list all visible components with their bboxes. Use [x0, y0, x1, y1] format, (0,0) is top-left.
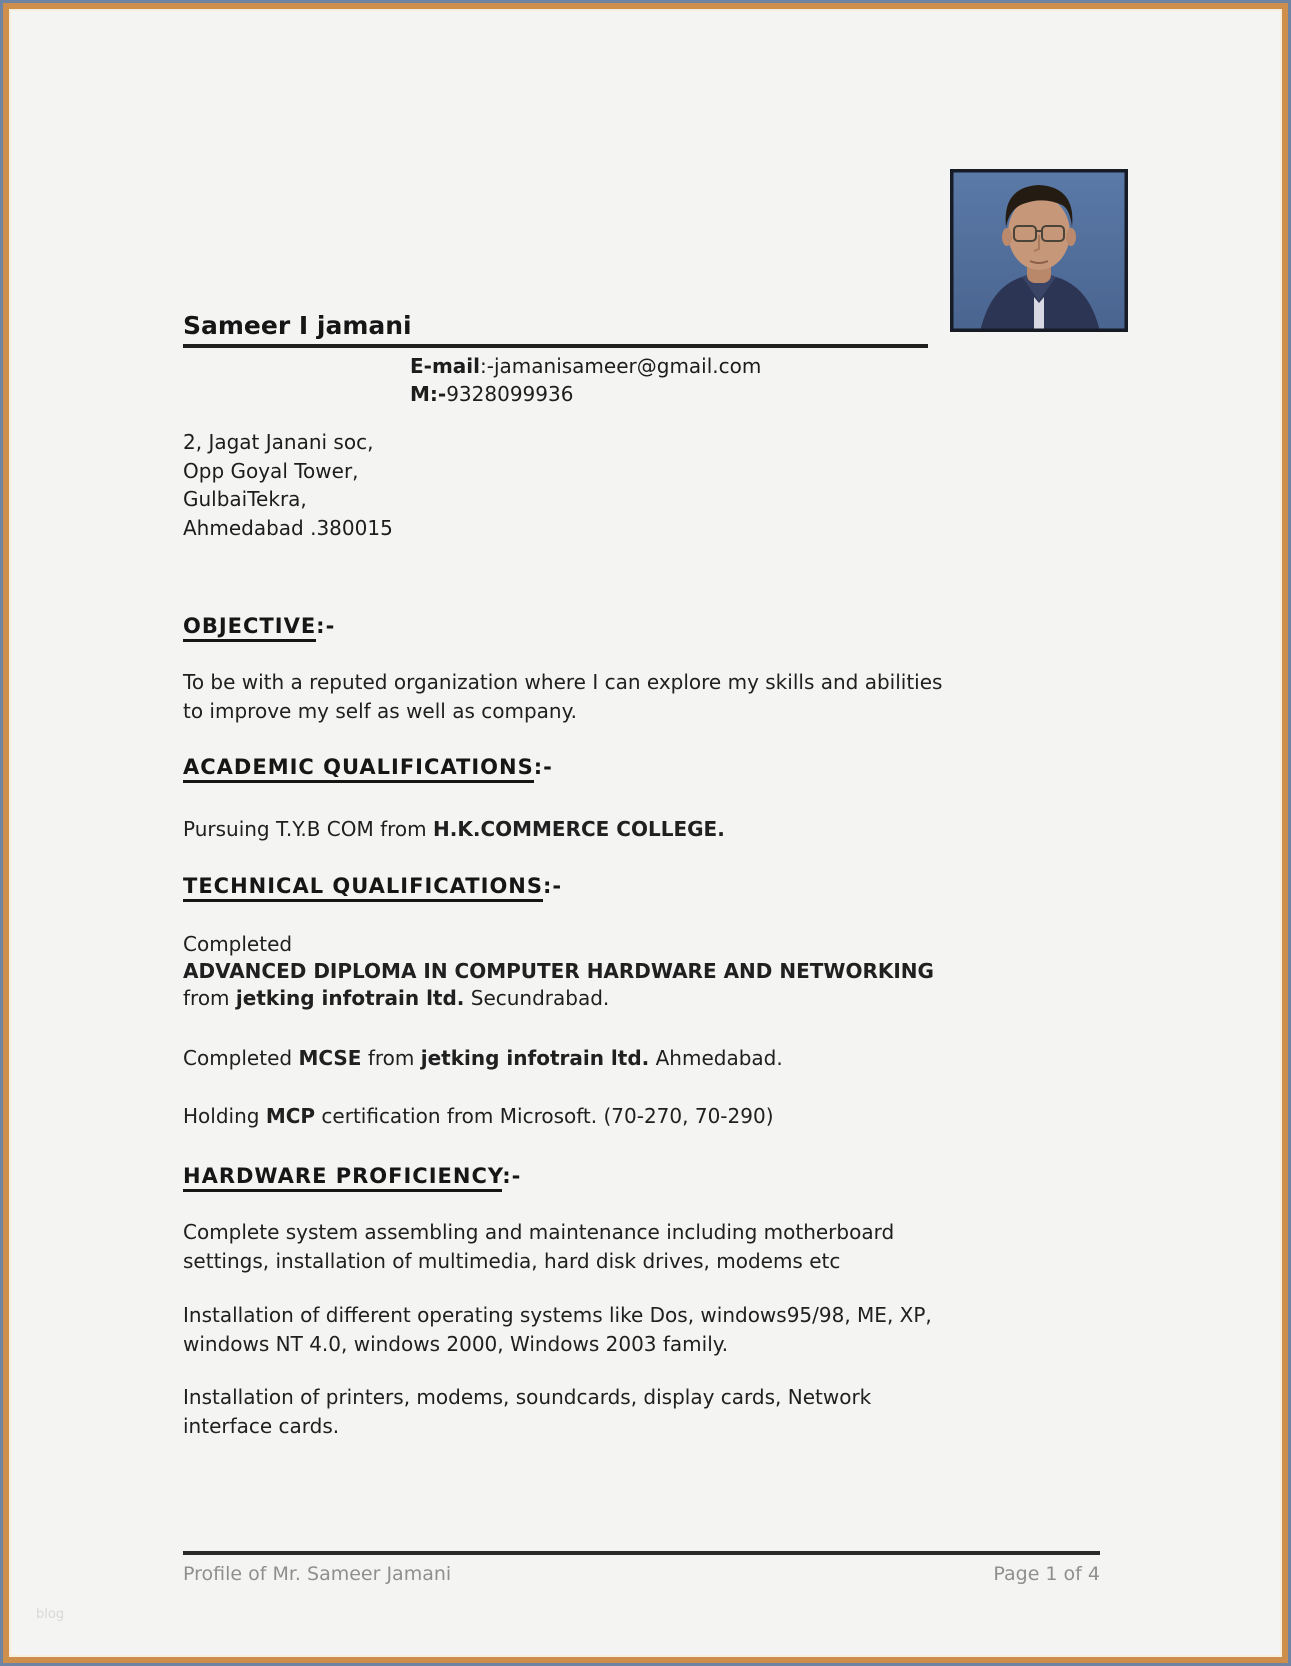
- section-heading-objective: OBJECTIVE:-: [183, 614, 335, 638]
- footer-profile-label: Profile of Mr. Sameer Jamani: [183, 1563, 452, 1585]
- email-label: E-mail: [410, 354, 481, 378]
- address-line: GulbaiTekra,: [183, 487, 307, 511]
- technical-paragraph-diploma: Completed ADVANCED DIPLOMA IN COMPUTER HARDWARE AND NETWORKING from jetking infotrain ltd. Secundrabad.: [183, 932, 934, 1010]
- address-line: 2, Jagat Janani soc,: [183, 430, 374, 454]
- email-value: :-jamanisameer@gmail.com: [480, 354, 762, 378]
- name-underline-rule: [183, 344, 928, 348]
- address-line: Ahmedabad .380015: [183, 515, 393, 540]
- hardware-paragraph-os: Installation of different operating systems like Dos, windows95/98, ME, XP, windows NT 4.0, windows 2000, Windows 2003 family.: [183, 1303, 932, 1356]
- section-heading-technical-qualifications: TECHNICAL QUALIFICATIONS:-: [183, 874, 562, 898]
- academic-paragraph: Pursuing T.Y.B COM from H.K.COMMERCE COLLEGE.: [183, 817, 725, 841]
- footer: [183, 1563, 1100, 1585]
- watermark-blog: blog: [36, 1607, 65, 1622]
- mobile-line: [410, 380, 761, 408]
- profile-photo-image: [950, 169, 1128, 332]
- footer-rule: [183, 1551, 1100, 1555]
- section-heading-hardware-proficiency: HARDWARE PROFICIENCY:-: [183, 1164, 521, 1188]
- mobile-value: 9328099936: [446, 382, 574, 406]
- address-block: [183, 428, 393, 542]
- section-heading-academic-qualifications: ACADEMIC QUALIFICATIONS:-: [183, 755, 553, 779]
- address-line: Opp Goyal Tower,: [183, 458, 359, 483]
- hardware-paragraph-assembling: Complete system assembling and maintenance including motherboard settings, installation of multimedia, hard disk drives, modems etc: [183, 1220, 895, 1273]
- contact-block: [410, 352, 761, 408]
- profile-photo: [950, 169, 1128, 332]
- email-line: [410, 352, 761, 380]
- mobile-label: M:-: [410, 382, 447, 406]
- hardware-paragraph-peripherals: Installation of printers, modems, soundcards, display cards, Network interface cards.: [183, 1385, 872, 1438]
- objective-paragraph: To be with a reputed organization where I can explore my skills and abilities to improve my self as well as company.: [183, 670, 943, 723]
- footer-page-number: Page 1 of 4: [993, 1563, 1100, 1585]
- person-name: Sameer I jamani: [183, 311, 412, 340]
- technical-paragraph-mcp: Holding MCP certification from Microsoft. (70-270, 70-290): [183, 1104, 774, 1128]
- technical-paragraph-mcse: Completed MCSE from jetking infotrain ltd. Ahmedabad.: [183, 1046, 783, 1070]
